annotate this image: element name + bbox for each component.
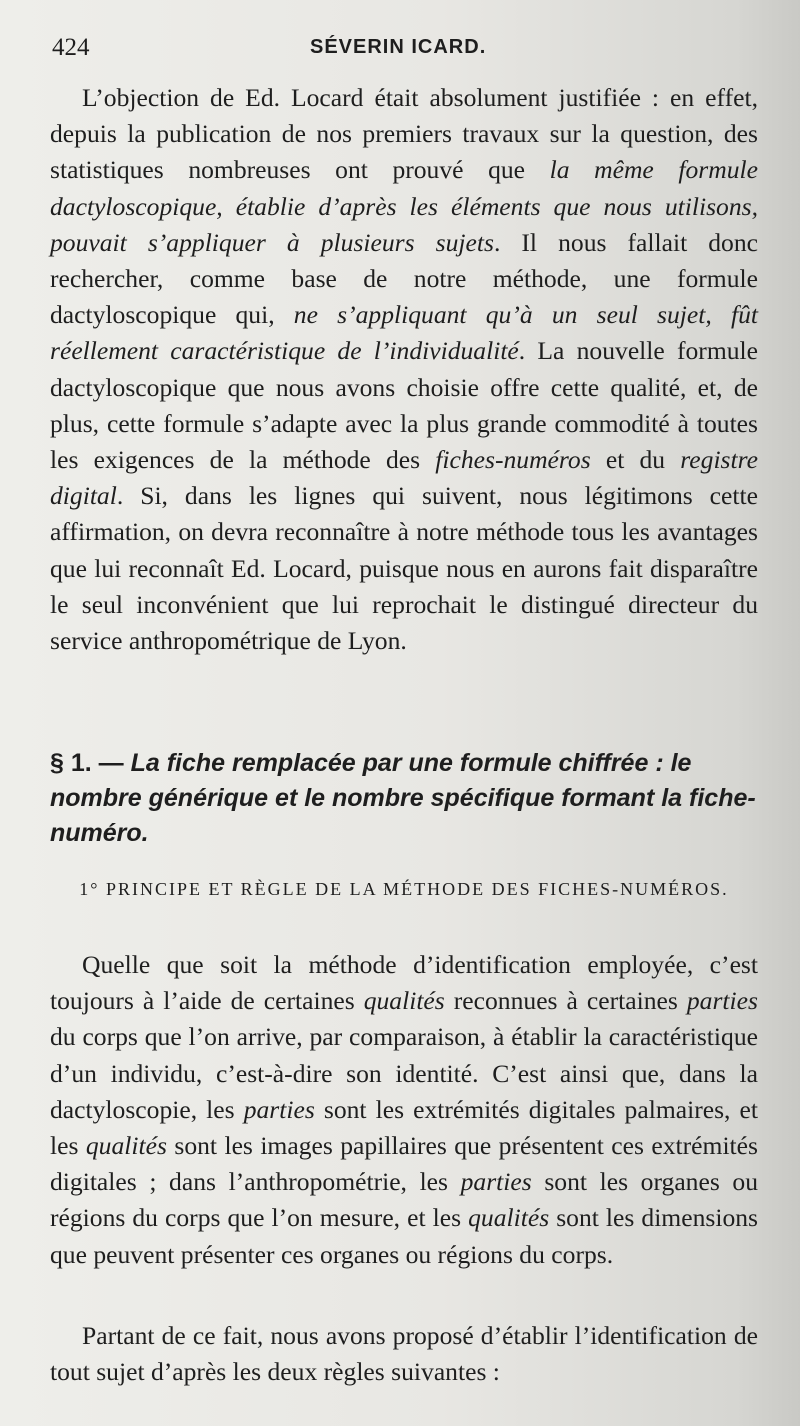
page-number: 424 xyxy=(52,34,90,61)
text-run: . Il nous fallait donc rechercher, comme base de notre méthode, une formule dactyloscopique qui, xyxy=(50,227,758,330)
page-header xyxy=(52,34,760,70)
italic-run: qualités xyxy=(468,1203,550,1233)
section-number: § 1. — xyxy=(50,749,131,777)
section-heading xyxy=(50,746,762,851)
text-run: . Si, dans les lignes qui suivent, nous légitimons cette affirmation, on devra reconnaître à notre méthode tous les avantages que lui reconnaît Ed. Locard, puisque nous en aurons fait disparaître le seul inconvénient que lui reprochait le distingué directeur du service anthropométrique de Lyon. xyxy=(50,481,758,656)
text-run: reconnues à certaines xyxy=(444,986,687,1016)
italic-run: qualités xyxy=(363,986,445,1016)
text-run: sont les images papillaires que présentent ces extrémités digitales ; dans l’anthropométrie, les xyxy=(50,1131,758,1197)
subsection-heading: 1° PRINCIPE ET RÈGLE DE LA MÉTHODE DES FICHES-NUMÉROS. xyxy=(79,879,729,899)
paragraph-two-rules: Partant de ce fait, nous avons proposé d’établir l’identification de tout sujet d’après les deux règles suivantes : xyxy=(50,1321,758,1387)
text-run: . La nouvelle formule dactyloscopique que nous avons choisie offre cette qualité, et, de plus, cette formule s’adapte avec la plus grande commodité à toutes les exigences de la méthode des xyxy=(50,336,758,475)
italic-run: ne s’appliquant qu’à un seul sujet, fût réellement caractéristique de l’individualité xyxy=(50,300,758,366)
paragraph-identification-method xyxy=(50,947,758,1273)
text-run: sont les extrémités digitales palmaires, et les xyxy=(50,1094,758,1161)
text-run: Quelle que soit la méthode d’identification employée, c’est toujours à l’aide de certaines xyxy=(50,950,758,1016)
section-title: La fiche remplacée par une formule chiffrée : le nombre générique et le nombre spécifique formant la fiche-numéro. xyxy=(50,749,756,847)
running-head: SÉVERIN ICARD. xyxy=(310,36,487,58)
italic-run: la même formule dactyloscopique, établie d’après les éléments que nous utilisons, pouvait s’appliquer à plusieurs sujets xyxy=(50,155,758,257)
text-run: et du xyxy=(590,445,681,475)
text-run: sont les organes ou régions du corps que l’on mesure, et les xyxy=(50,1167,759,1233)
italic-run: qualités xyxy=(85,1131,167,1161)
italic-run: parties xyxy=(686,986,758,1016)
italic-run: fiches-numéros xyxy=(435,445,591,475)
text-run: du corps que l’on arrive, par comparaison, à établir la caractéristique d’un individu, c’est-à-dire son identité. C’est ainsi que, dans la dactyloscopie, les xyxy=(50,1022,758,1124)
text-run: sont les dimensions que peuvent présenter ces organes ou régions du corps. xyxy=(50,1203,758,1269)
italic-run: parties xyxy=(460,1167,532,1197)
italic-run: parties xyxy=(243,1094,315,1124)
italic-run: registre digital xyxy=(50,445,758,511)
text-run: L’objection de Ed. Locard était absolument justifiée : en effet, depuis la publication de nos premiers travaux sur la question, des statistiques nombreuses ont prouvé que xyxy=(50,83,758,185)
paragraph-locard-objection xyxy=(50,80,758,659)
